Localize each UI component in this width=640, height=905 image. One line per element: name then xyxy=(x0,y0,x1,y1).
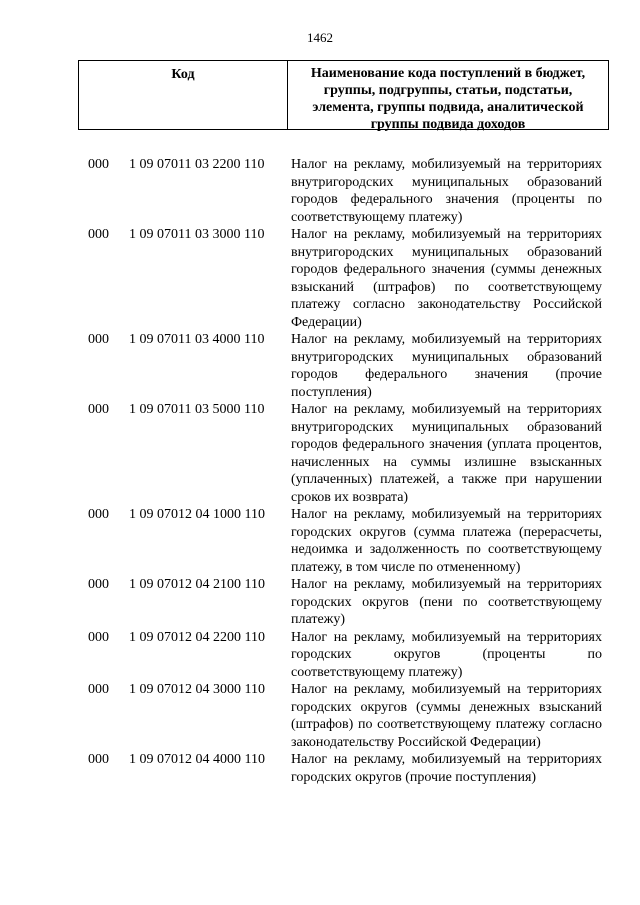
classification-table xyxy=(88,156,602,786)
admin-code: 000 xyxy=(88,332,109,347)
header-code-label: Код xyxy=(79,61,288,129)
admin-code: 000 xyxy=(88,682,109,697)
table-row xyxy=(88,401,602,506)
page-number: 1462 xyxy=(307,30,333,45)
admin-code: 000 xyxy=(88,157,109,172)
admin-code: 000 xyxy=(88,402,109,417)
revenue-code: 1 09 07011 03 2200 110 xyxy=(129,157,265,172)
revenue-code: 1 09 07012 04 3000 110 xyxy=(129,682,265,697)
revenue-name: Налог на рекламу, мобилизуемый на территориях городских округов (прочие поступления) xyxy=(291,752,602,785)
admin-code: 000 xyxy=(88,227,109,242)
revenue-name: Налог на рекламу, мобилизуемый на территориях городских округов (проценты по соответствующему платежу) xyxy=(291,629,602,680)
revenue-code: 1 09 07011 03 5000 110 xyxy=(129,402,265,417)
table-row xyxy=(88,331,602,401)
table-row xyxy=(88,576,602,629)
table-row xyxy=(88,629,602,682)
revenue-name: Налог на рекламу, мобилизуемый на территориях внутригородских муниципальных образований городов федерального значения (уплата процентов, начисленных на суммы излишне взысканных (уплаченных) платежей, а также при нарушении сроков их возврата) xyxy=(291,402,602,505)
table-row xyxy=(88,681,602,751)
table-row xyxy=(88,506,602,576)
revenue-name: Налог на рекламу, мобилизуемый на территориях внутригородских муниципальных образований городов федерального значения (прочие поступления) xyxy=(291,332,602,400)
header-name-label: Наименование кода поступлений в бюджет, группы, подгруппы, статьи, подстатьи, элемента, группы подвида, аналитической группы подвида доходов xyxy=(310,66,586,132)
revenue-name: Налог на рекламу, мобилизуемый на территориях городских округов (сумма платежа (перерасчеты, недоимка и задолженность по соответствующему платежу, в том числе по отмененному) xyxy=(291,507,602,575)
table-row xyxy=(88,156,602,226)
revenue-name: Налог на рекламу, мобилизуемый на территориях внутригородских муниципальных образований городов федерального значения (проценты по соответствующему платежу) xyxy=(291,157,602,225)
admin-code: 000 xyxy=(88,577,109,592)
revenue-name: Налог на рекламу, мобилизуемый на территориях городских округов (суммы денежных взысканий (штрафов) по соответствующему платежу согласно законодательству Российской Федерации) xyxy=(291,682,602,750)
revenue-name: Налог на рекламу, мобилизуемый на территориях городских округов (пени по соответствующему платежу) xyxy=(291,577,602,627)
admin-code: 000 xyxy=(88,629,109,645)
table-header xyxy=(78,60,609,130)
table-row xyxy=(88,751,602,786)
revenue-name: Налог на рекламу, мобилизуемый на территориях внутригородских муниципальных образований городов федерального значения (суммы денежных взысканий (штрафов) по соответствующему платежу согласно законодательству Российской Федерации) xyxy=(291,227,602,330)
revenue-code: 1 09 07012 04 4000 110 xyxy=(129,752,265,767)
revenue-code: 1 09 07012 04 2200 110 xyxy=(129,629,265,645)
revenue-code: 1 09 07012 04 1000 110 xyxy=(129,507,265,522)
revenue-code: 1 09 07012 04 2100 110 xyxy=(129,577,265,592)
revenue-code: 1 09 07011 03 4000 110 xyxy=(129,332,265,347)
admin-code: 000 xyxy=(88,507,109,522)
admin-code: 000 xyxy=(88,752,109,767)
table-row xyxy=(88,226,602,331)
revenue-code: 1 09 07011 03 3000 110 xyxy=(129,227,265,242)
